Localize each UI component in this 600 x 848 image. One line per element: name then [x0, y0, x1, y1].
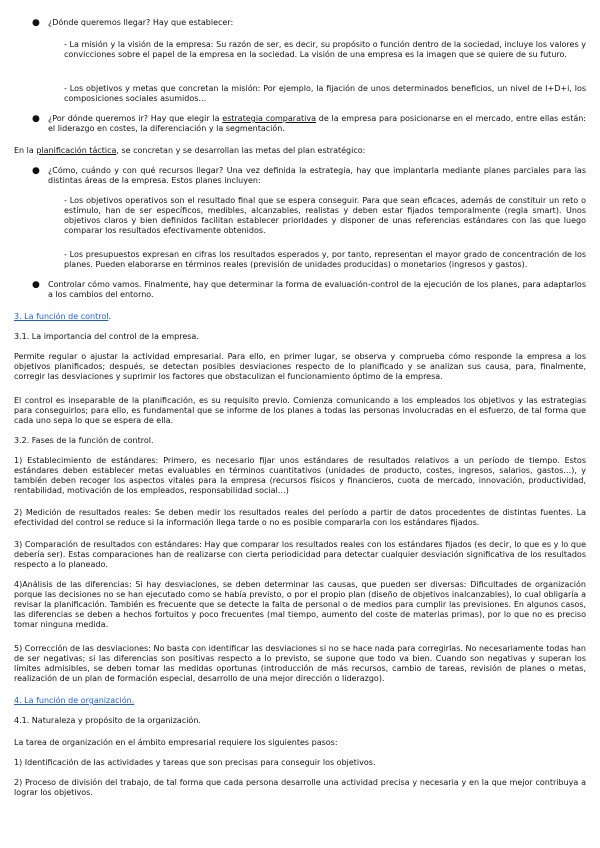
- bullet-marker: ●: [32, 114, 40, 124]
- step-2: 2) Proceso de división del trabajo, de tal forma que cada persona desarrolle una actividad precisa y necesaria y en la que mejor contribuya a lograr los objetivos.: [14, 778, 586, 797]
- bullet-control: Controlar cómo vamos. Finalmente, hay que determinar la forma de evaluación-control de la ejecución de los planes, para adaptarlos a los cambios del entorno.: [48, 280, 586, 299]
- tactica-text-a: En la: [14, 146, 37, 155]
- paragraph: El control es inseparable de la planificación, es su requisito previo. Comienza comunicando a los empleados los objetivos y las estrategias para conseguirlos; para ello, es fundamental que se informe de los planes a todas las personas involucradas en el esfuerzo, de tal forma que cada uno sepa lo que se espera de ella.: [14, 396, 586, 425]
- dash-operative-objectives: - Los objetivos operativos son el resultado final que se espera conseguir. Para que sean eficaces, además de constituir un reto o estímulo, han de ser específicos, medibles, alcanzables, realistas y deben estar fijados temporalmente (regla smart). Unos objetivos claros y bien definidos facilitan establecer prioridades y disponer de unas referencias estándares con las que luego comparar los resultados efectivamente obtenidos.: [64, 196, 586, 235]
- subsection-3-2: 3.2. Fases de la función de control.: [14, 436, 154, 445]
- strategy-term: estrategia comparativa: [222, 114, 316, 123]
- phase-4: 4)Análisis de las diferencias: Si hay desviaciones, se deben determinar las causas, que pueden ser diversas: Dificultades de organización porque las decisiones no se han ejecutado como se había previsto, o por el propio plan (diseño de objetivos inalcanzables), lo cual obligaría a revisar la planificación. También es frecuente que se detecte la falta de personal o de medios para cumplir las previsiones. En algunos casos, las diferencias se deben a hechos fortuitos y poco frecuentes (mal tiempo, aumento del coste de materias primas), por lo que no es preciso tomar ninguna medida.: [14, 580, 586, 629]
- tactica-paragraph: [14, 146, 586, 156]
- dash-mission: - La misión y la visión de la empresa: Su razón de ser, es decir, su propósito o función dentro de la sociedad, incluye los valores y convicciones sobre el papel de la empresa en la sociedad. La visión de una empresa es la imagen que se quiere de su futuro.: [64, 40, 586, 59]
- subsection-3-1: 3.1. La importancia del control de la empresa.: [14, 332, 199, 341]
- bullet-marker: ●: [32, 166, 40, 176]
- phase-2: 2) Medición de resultados reales: Se deben medir los resultados reales del período a partir de datos procedentes de distintas fuentes. La efectividad del control se reduce si la información llega tarde o no es posible compararla con los estándares fijados.: [14, 508, 586, 527]
- bullet-marker: ●: [32, 18, 40, 28]
- bullet-where: ¿Dónde queremos llegar? Hay que establecer:: [48, 18, 234, 27]
- section-4-heading[interactable]: [14, 696, 586, 706]
- tactica-text-b: , se concretan y se desarrollan las metas del plan estratégico:: [116, 146, 366, 155]
- section-3-dot: .: [108, 312, 111, 321]
- bullet-strategy: [48, 114, 586, 134]
- paragraph: La tarea de organización en el ámbito empresarial requiere los siguientes pasos:: [14, 738, 338, 747]
- phase-1: 1) Establecimiento de estándares: Primero, es necesario fijar unos estándares de resultados relativos a un período de tiempo. Estos estándares deben establecer metas evaluables en términos cuantitativos (unidades de producto, costes, ingresos, salarios, gastos…), y también deben recoger los aspectos vitales para la empresa (recursos físicos y financieros, cuota de mercado, innovación, productividad, rentabilidad, motivación de los empleados, responsabilidad social…): [14, 456, 586, 495]
- bullet-how: ¿Cómo, cuándo y con qué recursos llegar? Una vez definida la estrategia, hay que implantarla mediante planes parciales para las distintas áreas de la empresa. Estos planes incluyen:: [48, 166, 586, 185]
- section-3-link[interactable]: 3. La función de control: [14, 312, 109, 321]
- phase-5: 5) Corrección de las desviaciones: No basta con identificar las desviaciones si no se hace nada para corregirlas. No necesariamente todas han de ser negativas; si las diferencias son positivas respecto a lo previsto, se supone que todo va bien. Cuando son negativas y superan los límites admisibles, se deben tomar las medidas oportunas (introducción de más recursos, cambio de tareas, revisión de planes o metas, realización de un plan de formación especial, desarrollo de una mejor dirección o liderazgo).: [14, 644, 586, 683]
- tactica-term: planificación táctica: [36, 146, 117, 155]
- section-4-link[interactable]: 4. La función de organización.: [14, 696, 135, 705]
- bullet-strategy-text-a: ¿Por dónde queremos ir? Hay que elegir la: [48, 114, 223, 123]
- bullet-strategy-text-b: de la empresa para posicionarse en el mercado, entre ellas están: el liderazgo en costes, la diferenciación y la segmentación.: [48, 114, 586, 133]
- phase-3: 3) Comparación de resultados con estándares: Hay que comparar los resultados reales con los estándares fijados (es decir, lo que es y lo que debería ser). Estas comparaciones han de realizarse con cierta periodicidad para detectar cualquier desviación significativa de los resultados respecto a lo planeado.: [14, 540, 586, 569]
- dash-objectives: - Los objetivos y metas que concretan la misión: Por ejemplo, la fijación de unos determinados beneficios, un nivel de I+D+i, los composiciones sociales asumidos…: [64, 84, 586, 103]
- step-1: 1) Identificación de las actividades y tareas que son precisas para conseguir los objetivos.: [14, 758, 376, 767]
- dash-budgets: - Los presupuestos expresan en cifras los resultados esperados y, por tanto, representan el mayor grado de concentración de los planes. Pueden elaborarse en términos reales (previsión de unidades producidas) o monetarios (ingresos y gastos).: [64, 250, 586, 269]
- paragraph: Permite regular o ajustar la actividad empresarial. Para ello, en primer lugar, se observa y comprueba cómo responde la empresa a los objetivos planificados; después, se detectan posibles desviaciones respecto de lo planificado y se analizan sus causa, para, finalmente, corregir las desviaciones y suprimir los factores que obstaculizan el funcionamiento óptimo de la empresa.: [14, 352, 586, 381]
- section-3-heading[interactable]: [14, 312, 586, 322]
- bullet-marker: ●: [32, 280, 40, 290]
- subsection-4-1: 4.1. Naturaleza y propósito de la organización.: [14, 716, 201, 725]
